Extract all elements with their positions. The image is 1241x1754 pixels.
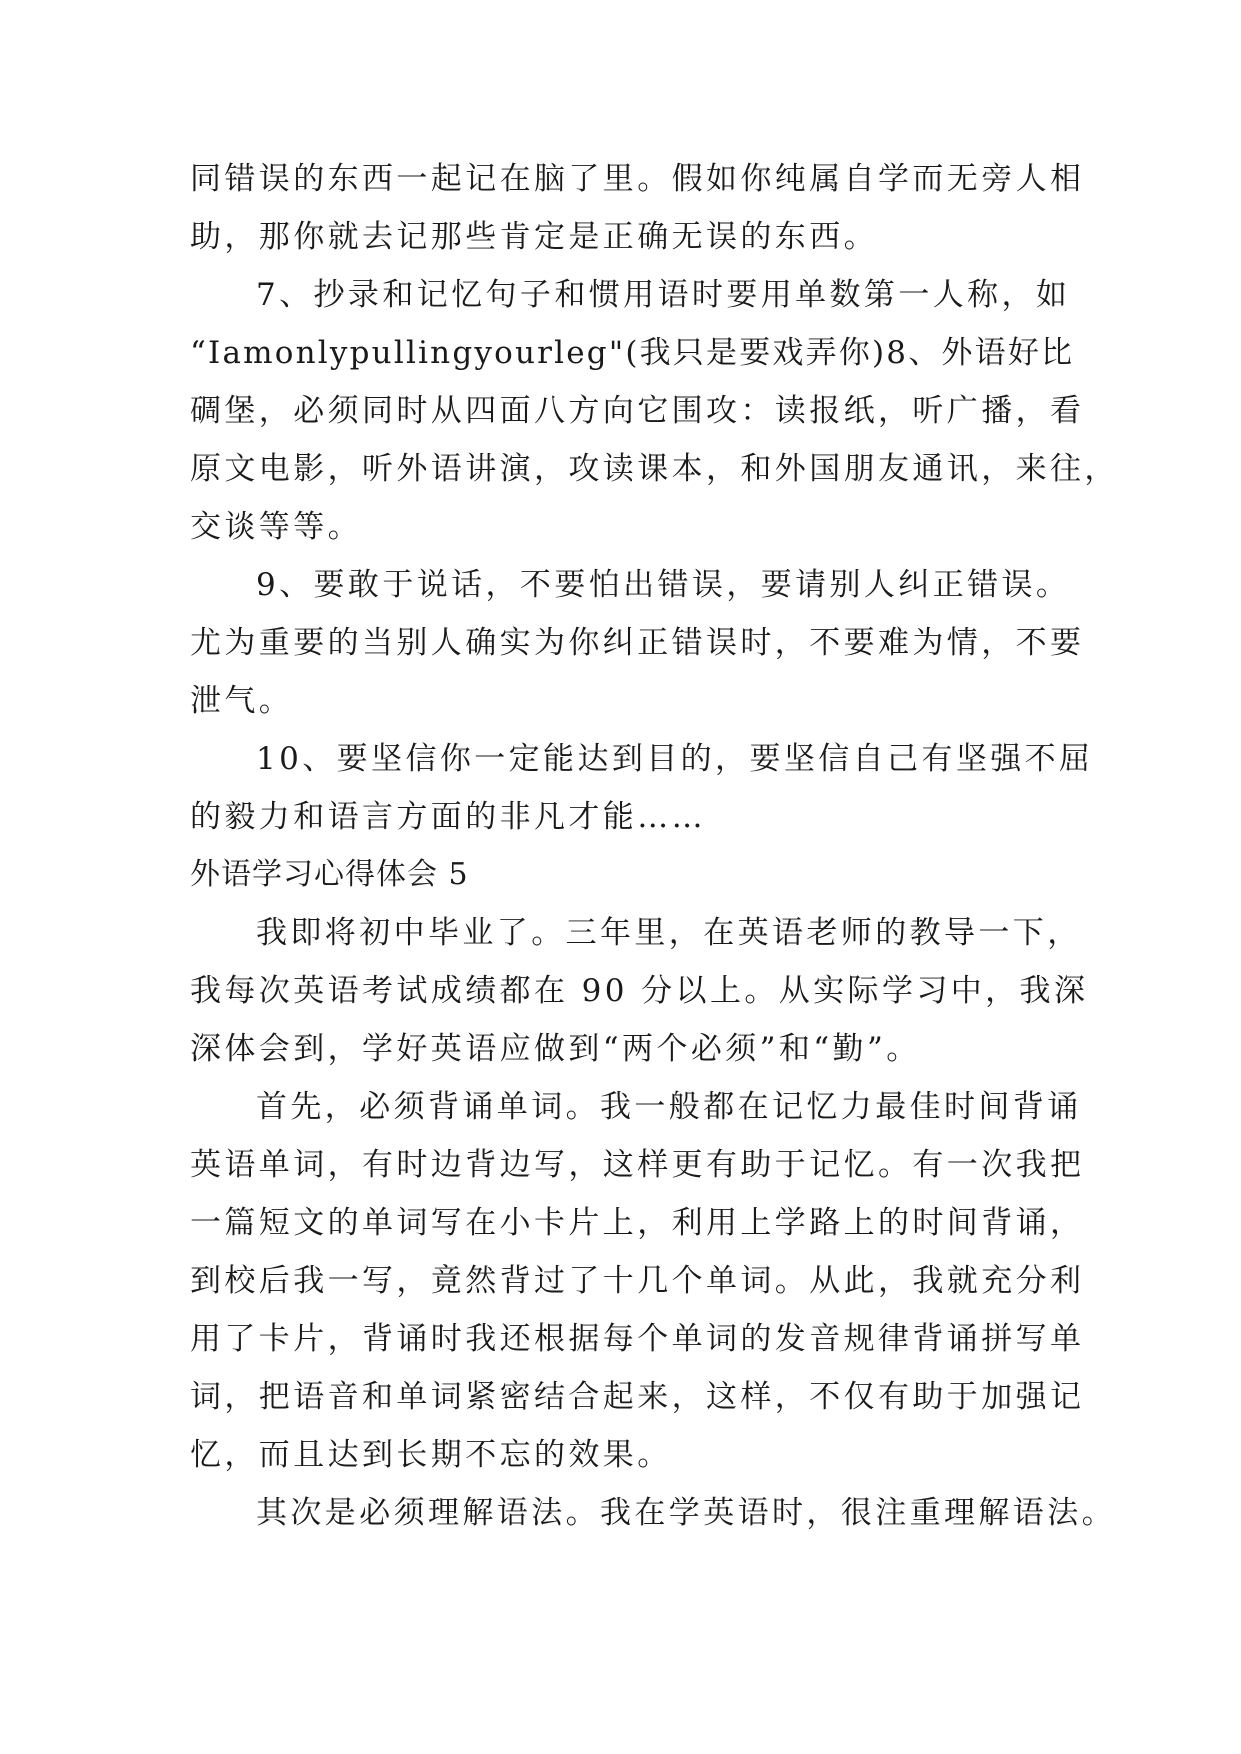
text-line: 我每次英语考试成绩都在 90 分以上。从实际学习中，我深 — [190, 973, 1089, 1009]
text-line: 交谈等等。 — [190, 509, 362, 545]
text-line: 其次是必须理解语法。我在学英语时，很注重理解语法。 — [256, 1495, 1116, 1531]
text-line: 用了卡片，背诵时我还根据每个单词的发音规律背诵拼写单 — [190, 1321, 1085, 1357]
text-line: 尤为重要的当别人确实为你纠正错误时，不要难为情，不要 — [190, 625, 1085, 661]
text-line: 的毅力和语言方面的非凡才能…… — [190, 799, 706, 835]
text-line: 助，那你就去记那些肯定是正确无误的东西。 — [190, 219, 878, 255]
text-line: 词，把语音和单词紧密结合起来，这样，不仅有助于加强记 — [190, 1379, 1085, 1415]
text-line: 7、抄录和记忆句子和惯用语时要用单数第一人称，如 — [256, 277, 1071, 313]
text-line: 忆，而且达到长期不忘的效果。 — [190, 1437, 672, 1473]
text-line: 首先，必须背诵单词。我一般都在记忆力最佳时间背诵 — [256, 1089, 1082, 1125]
text-line: 碉堡，必须同时从四面八方向它围攻：读报纸，听广播，看 — [190, 393, 1085, 429]
text-line: 10、要坚信你一定能达到目的，要坚信自己有坚强不屈 — [256, 741, 1094, 777]
text-line: 原文电影，听外语讲演，攻读课本，和外国朋友通讯，来往， — [190, 451, 1119, 487]
text-line: 一篇短文的单词写在小卡片上，利用上学路上的时间背诵， — [190, 1205, 1085, 1241]
text-line: 英语单词，有时边背边写，这样更有助于记忆。有一次我把 — [190, 1147, 1085, 1183]
text-line: “Iamonlypullingyourleg"(我只是要戏弄你)8、外语好比 — [190, 335, 1075, 371]
text-line: 深体会到，学好英语应做到“两个必须”和“勤”。 — [190, 1031, 921, 1067]
text-line: 到校后我一写，竟然背过了十几个单词。从此，我就充分利 — [190, 1263, 1085, 1299]
text-line: 9、要敢于说话，不要怕出错误，要请别人纠正错误。 — [256, 567, 1071, 603]
text-line: 我即将初中毕业了。三年里，在英语老师的教导一下， — [256, 915, 1082, 951]
section-heading: 外语学习心得体会 5 — [190, 857, 469, 892]
text-line: 同错误的东西一起记在脑了里。假如你纯属自学而无旁人相 — [190, 161, 1085, 197]
text-line: 泄气。 — [190, 683, 294, 719]
document-page — [190, 150, 1119, 1542]
